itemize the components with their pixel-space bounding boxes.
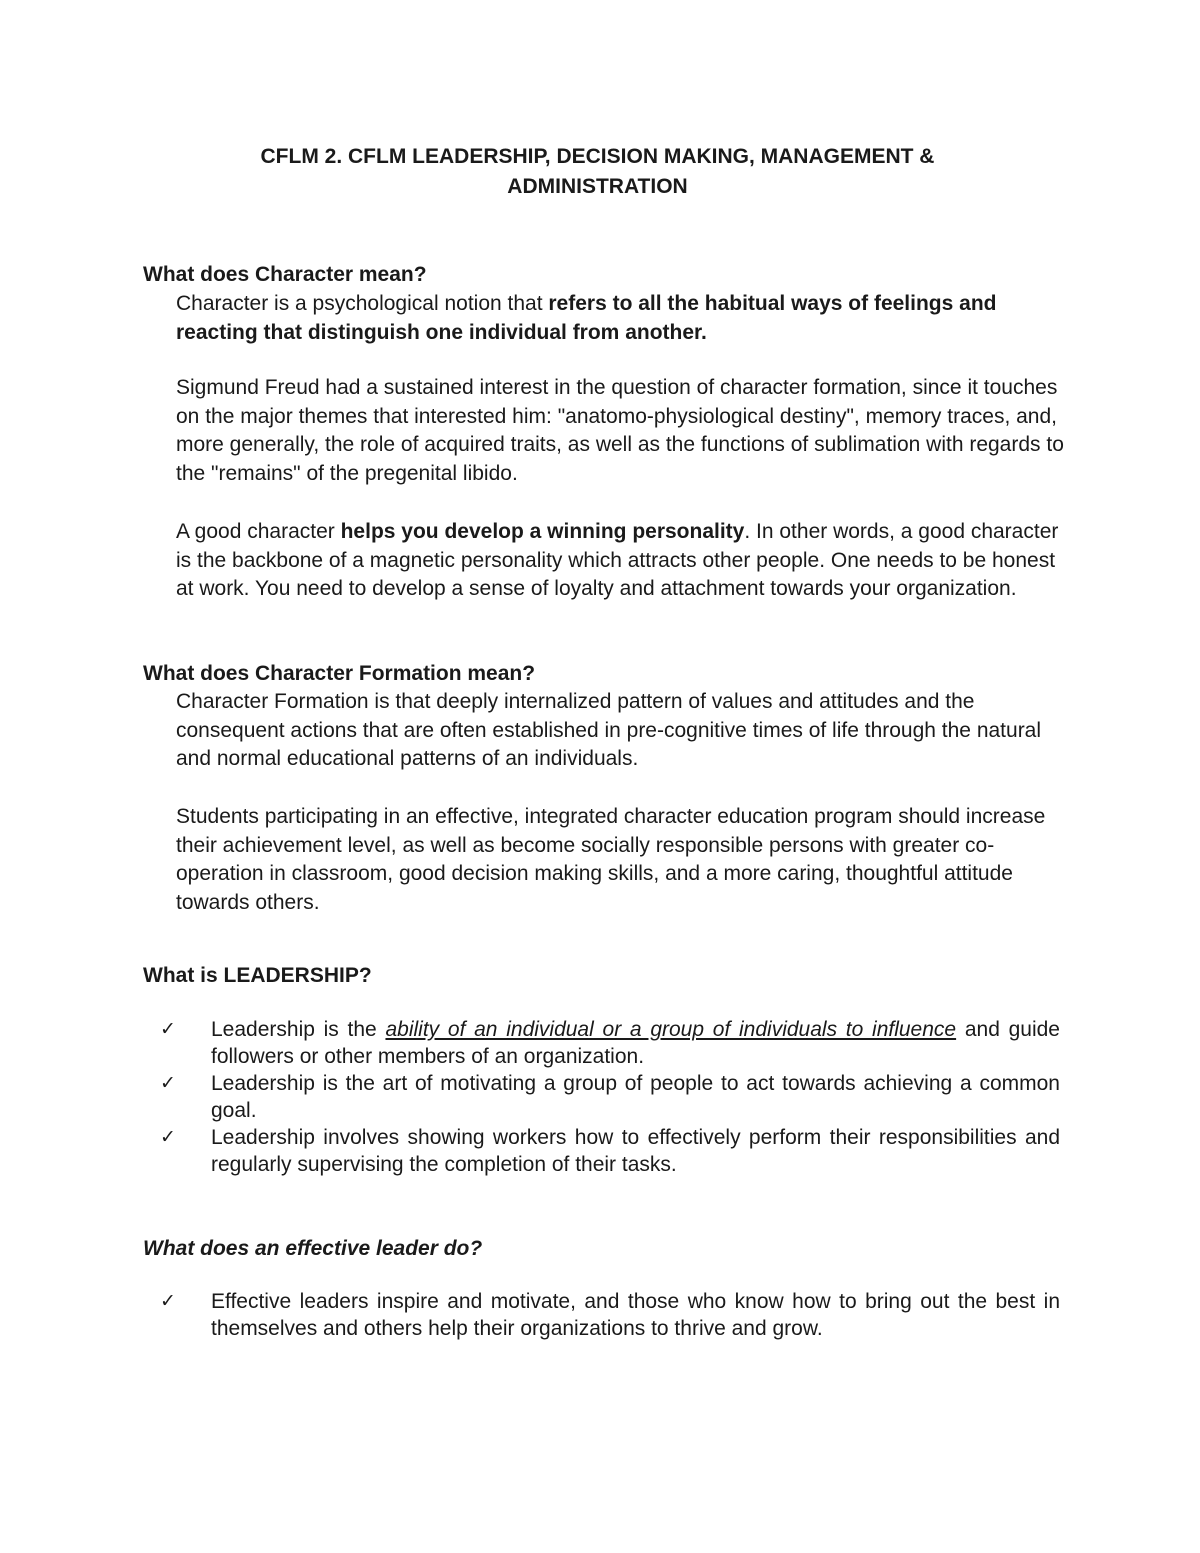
paragraph-freud: Sigmund Freud had a sustained interest in the question of character formation, since it touches on the major themes that interested him: "anatomo-physiological destiny", memory traces, and, more generally, the role of acquired traits, as well as the functions of sublimation with regards to the "remains" of the pregenital libido.	[176, 376, 1064, 485]
good-character-bold: helps you develop a winning personality	[340, 520, 745, 543]
leadership-item-1-text-b: and guide followers or other members of an organization.	[211, 1018, 1060, 1068]
checkmark-icon: ✓	[160, 1126, 176, 1148]
effective-leader-item-1-text: Effective leaders inspire and motivate, and those who know how to bring out the best in themselves and others help their organizations to thrive and grow.	[211, 1290, 1060, 1340]
heading-effective-leader: What does an effective leader do?	[143, 1237, 483, 1260]
heading-character-formation: What does Character Formation mean?	[143, 662, 536, 685]
leadership-item-1-text-a: Leadership is the	[211, 1018, 386, 1041]
paragraph-good-character	[176, 518, 1066, 604]
leadership-item-1-emphasis: ability of an individual or a group of individuals to influence	[385, 1018, 957, 1041]
list-item	[160, 1124, 1060, 1178]
paragraph-students: Students participating in an effective, integrated character education program should increase their achievement level, as well as become socially responsible persons with greater co-operation in classroom, good decision making skills, and a more caring, thoughtful attitude towards others.	[176, 805, 1046, 914]
list-item	[160, 1288, 1060, 1342]
character-definition-text: Character is a psychological notion that	[176, 292, 549, 315]
leadership-item-3-text: Leadership involves showing workers how to effectively perform their responsibilities and regularly supervising the completion of their tasks.	[211, 1126, 1060, 1176]
document-title	[140, 142, 1055, 202]
checkmark-icon: ✓	[160, 1072, 176, 1094]
good-character-text-a: A good character	[176, 520, 341, 543]
good-character-text-b: . In other words, a good character is the backbone of a magnetic personality which attracts other people. One needs to be honest at work. You need to develop a sense of loyalty and attachment towards your organization.	[176, 520, 1059, 600]
heading-character: What does Character mean?	[143, 263, 427, 286]
leadership-item-2-text: Leadership is the art of motivating a group of people to act towards achieving a common goal.	[211, 1072, 1060, 1122]
paragraph-character-definition	[176, 290, 1066, 347]
title-line-2: ADMINISTRATION	[507, 175, 688, 198]
heading-leadership: What is LEADERSHIP?	[143, 964, 372, 987]
leadership-list	[160, 1016, 1060, 1178]
character-definition-bold: refers to all the habitual ways of feelings and reacting that distinguish one individual from another.	[176, 292, 997, 344]
list-item	[160, 1070, 1060, 1124]
effective-leader-list	[160, 1288, 1060, 1342]
title-line-1: CFLM 2. CFLM LEADERSHIP, DECISION MAKING, MANAGEMENT &	[260, 145, 935, 168]
list-item	[160, 1016, 1060, 1070]
checkmark-icon: ✓	[160, 1018, 176, 1040]
checkmark-icon: ✓	[160, 1290, 176, 1312]
paragraph-character-formation: Character Formation is that deeply internalized pattern of values and attitudes and the consequent actions that are often established in pre-cognitive times of life through the natural and normal educational patterns of an individuals.	[176, 690, 1042, 770]
